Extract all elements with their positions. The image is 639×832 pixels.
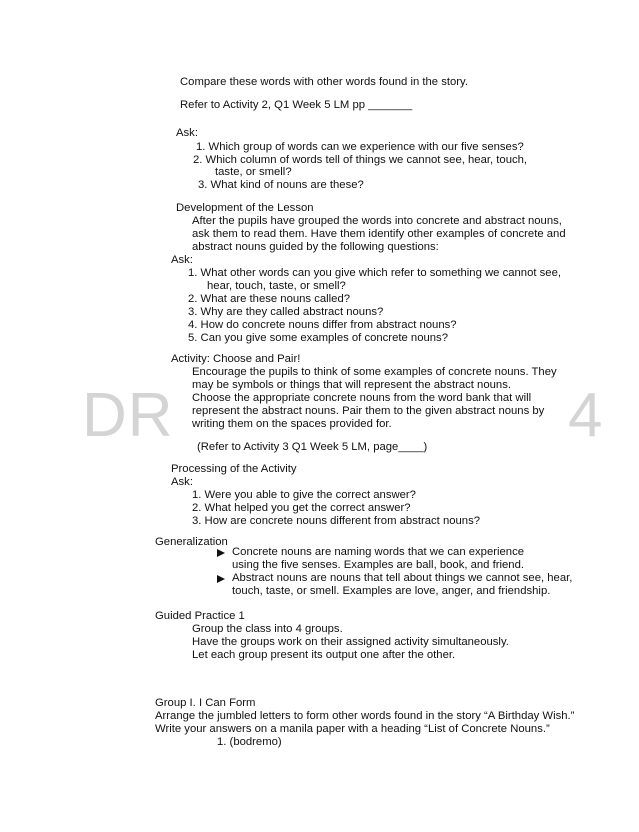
paragraph-line: may be symbols or things that will represent the abstract nouns. bbox=[192, 379, 511, 391]
bullet-text: touch, taste, or smell. Examples are love, anger, and friendship. bbox=[232, 585, 551, 597]
ask-question: 1. What other words can you give which refer to something we cannot see, bbox=[188, 267, 561, 279]
bullet-text: Abstract nouns are nouns that tell about things we cannot see, hear, bbox=[232, 572, 573, 584]
ask-question: 4. How do concrete nouns differ from abstract nouns? bbox=[188, 319, 457, 331]
paragraph-line: abstract nouns guided by the following questions: bbox=[192, 241, 439, 253]
ask-question: 3. How are concrete nouns different from abstract nouns? bbox=[192, 515, 481, 527]
section-heading: Generalization bbox=[155, 536, 228, 548]
paragraph-line: Write your answers on a manila paper with a heading “List of Concrete Nouns.” bbox=[155, 723, 550, 735]
paragraph-line: ask them to read them. Have them identify other examples of concrete and bbox=[192, 228, 566, 240]
ask-question: 3. What kind of nouns are these? bbox=[198, 179, 364, 191]
bullet-text: Concrete nouns are naming words that we can experience bbox=[232, 546, 525, 558]
ask-question: taste, or smell? bbox=[215, 166, 292, 178]
ask-label: Ask: bbox=[176, 127, 198, 139]
paragraph-line: Arrange the jumbled letters to form other words found in the story “A Birthday Wish.” bbox=[155, 710, 575, 722]
ask-question: hear, touch, taste, or smell? bbox=[207, 280, 346, 292]
paragraph-line: writing them on the spaces provided for. bbox=[192, 418, 392, 430]
ask-question: 5. Can you give some examples of concrete nouns? bbox=[188, 332, 448, 344]
ask-question: 2. Which column of words tell of things we cannot see, hear, touch, bbox=[193, 154, 528, 166]
bullet-text: using the five senses. Examples are ball, book, and friend. bbox=[232, 559, 525, 571]
section-heading: Development of the Lesson bbox=[176, 202, 314, 214]
paragraph-line: Choose the appropriate concrete nouns from the word bank that will bbox=[192, 392, 532, 404]
section-heading: Processing of the Activity bbox=[171, 463, 297, 475]
section-heading: Guided Practice 1 bbox=[155, 610, 245, 622]
refer-activity-3: (Refer to Activity 3 Q1 Week 5 LM, page____) bbox=[197, 441, 428, 453]
ask-label: Ask: bbox=[171, 476, 193, 488]
section-heading: Activity: Choose and Pair! bbox=[171, 353, 301, 365]
bullet-arrow-icon bbox=[217, 575, 225, 583]
ask-question: 1. Which group of words can we experience with our five senses? bbox=[196, 141, 524, 153]
watermark-right: 4 bbox=[568, 381, 604, 450]
paragraph-line: Have the groups work on their assigned activity simultaneously. bbox=[192, 636, 509, 648]
ask-question: 1. Were you able to give the correct answer? bbox=[192, 489, 416, 501]
paragraph-line: Let each group present its output one after the other. bbox=[192, 649, 456, 661]
ask-question: 2. What helped you get the correct answer? bbox=[192, 502, 411, 514]
watermark-left: DR bbox=[82, 381, 174, 450]
paragraph-line: Encourage the pupils to think of some examples of concrete nouns. They bbox=[192, 366, 557, 378]
section-heading: Group I. I Can Form bbox=[155, 697, 256, 709]
ask-question: 3. Why are they called abstract nouns? bbox=[188, 306, 384, 318]
compare-text: Compare these words with other words found in the story. bbox=[180, 76, 468, 88]
ask-label: Ask: bbox=[171, 254, 193, 266]
paragraph-line: represent the abstract nouns. Pair them to the given abstract nouns by bbox=[192, 405, 545, 417]
ask-question: 2. What are these nouns called? bbox=[188, 293, 351, 305]
list-item: 1. (bodremo) bbox=[217, 736, 282, 748]
refer-activity-2: Refer to Activity 2, Q1 Week 5 LM pp _______ bbox=[180, 99, 413, 111]
bullet-arrow-icon bbox=[217, 549, 225, 557]
paragraph-line: After the pupils have grouped the words into concrete and abstract nouns, bbox=[192, 215, 562, 227]
paragraph-line: Group the class into 4 groups. bbox=[192, 623, 343, 635]
